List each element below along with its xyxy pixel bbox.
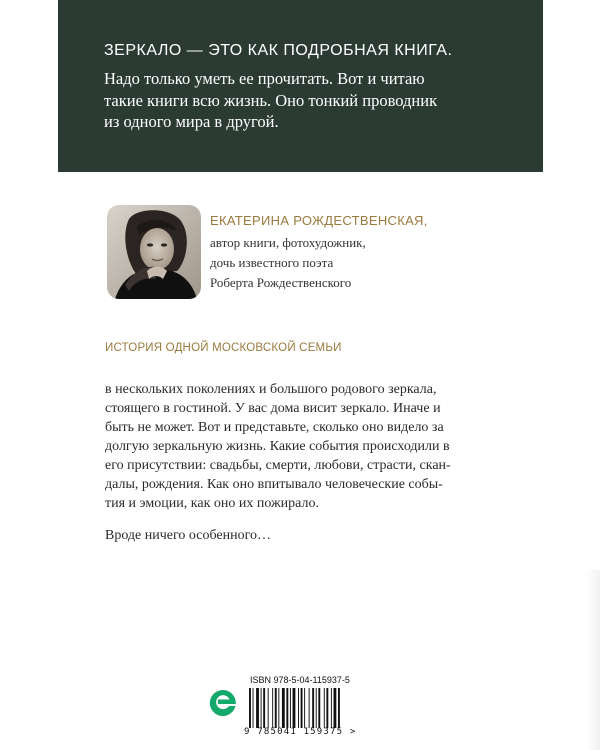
barcode-bar — [312, 688, 314, 728]
annotation-line: долгую зеркальную жизнь. Какие события происходили в — [105, 439, 450, 454]
barcode-bar — [256, 688, 259, 728]
barcode-bar — [278, 688, 279, 728]
author-name: ЕКАТЕРИНА РОЖДЕСТВЕНСКАЯ, — [210, 213, 428, 228]
author-description — [210, 233, 470, 293]
annotation-text — [105, 380, 493, 513]
barcode-bar — [263, 688, 265, 728]
barcode-bar — [334, 688, 337, 728]
barcode-bar — [326, 688, 328, 728]
section-title: ИСТОРИЯ ОДНОЙ МОСКОВСКОЙ СЕМЬИ — [105, 342, 342, 354]
barcode-bar — [249, 688, 251, 728]
annotation-line: в нескольких поколениях и большого родового зеркала, — [105, 382, 437, 397]
barcode-bar — [318, 688, 320, 728]
quote-line: такие книги всю жизнь. Оно тонкий проводник — [104, 90, 438, 110]
author-photo — [107, 205, 201, 299]
author-role-line: автор книги, фотохудожник, — [210, 235, 366, 250]
barcode — [247, 688, 367, 728]
quote-line: Надо только уметь ее прочитать. Вот и читаю — [104, 69, 425, 88]
barcode-bar — [304, 688, 305, 728]
author-role-line: Роберта Рождественского — [210, 275, 352, 290]
barcode-bar — [324, 688, 325, 728]
page-edge-shadow — [586, 570, 600, 750]
annotation-line: быть не может. Вот и представьте, сколько оно видело за — [105, 420, 444, 435]
barcode-bar — [275, 688, 277, 728]
author-portrait-image — [107, 205, 201, 299]
eksmo-logo-icon — [208, 688, 238, 718]
barcode-bar — [261, 688, 262, 728]
barcode-bar — [331, 688, 332, 728]
annotation-line: далы, рождения. Как оно впитывало человеческие собы- — [105, 477, 443, 492]
quote-headline: ЗЕРКАЛО — ЭТО КАК ПОДРОБНАЯ КНИГА. — [104, 42, 453, 59]
quote-text — [104, 68, 524, 133]
quote-panel — [58, 0, 543, 172]
annotation-line: стоящего в гостиной. У вас дома висит зеркало. Иначе и — [105, 401, 441, 416]
barcode-number: 9 785041 159375 > — [244, 727, 357, 737]
barcode-bar — [272, 688, 273, 728]
barcode-bar — [253, 688, 254, 728]
barcode-bar — [309, 688, 310, 728]
barcode-bar — [316, 688, 317, 728]
barcode-bar — [268, 688, 269, 728]
barcode-bar — [298, 688, 299, 728]
quote-line: из одного мира в другой. — [104, 112, 279, 131]
author-role-line: дочь известного поэта — [210, 255, 334, 270]
barcode-bar — [338, 688, 340, 728]
barcode-bar — [301, 688, 303, 728]
barcode-bar — [293, 688, 296, 728]
isbn-text: ISBN 978-5-04-115937-5 — [250, 675, 350, 685]
closing-line: Вроде ничего особенного… — [105, 528, 271, 543]
barcode-bar — [282, 688, 285, 728]
annotation-line: тия и эмоции, как оно их пожирало. — [105, 496, 319, 511]
barcode-bar — [290, 688, 291, 728]
barcode-bar — [286, 688, 288, 728]
annotation-line: его присутствии: свадьбы, смерти, любови, страсти, скан- — [105, 458, 451, 473]
